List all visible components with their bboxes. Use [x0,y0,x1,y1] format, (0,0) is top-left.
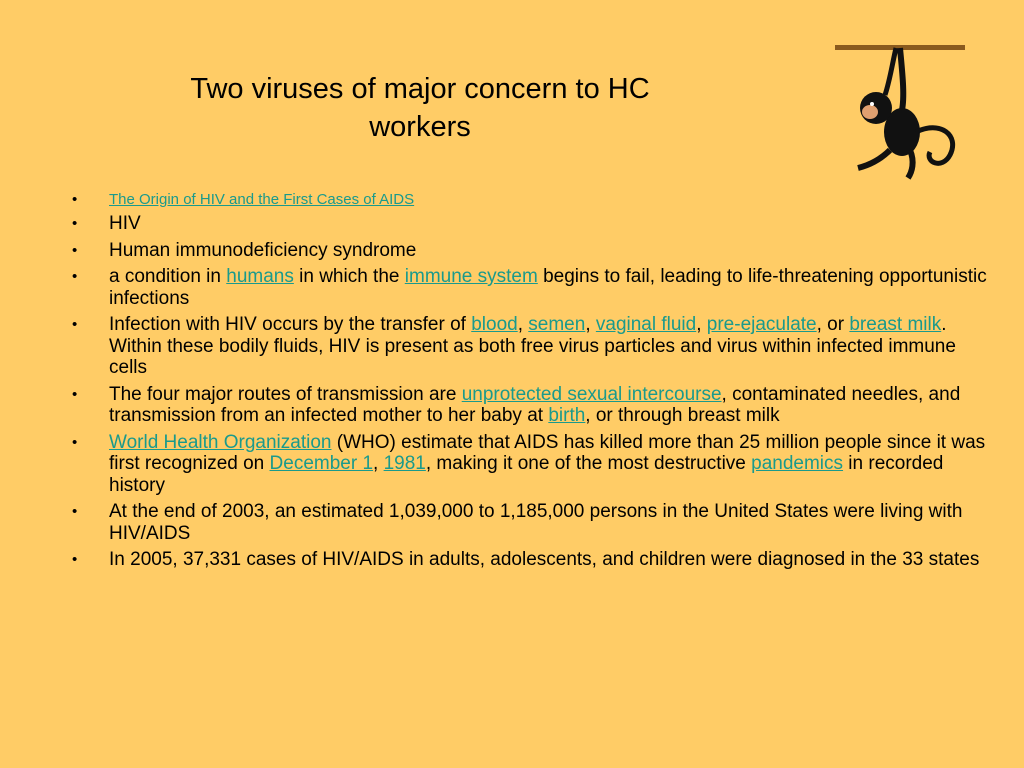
year-1981-link[interactable]: 1981 [383,453,426,474]
list-item [72,314,987,379]
item-text: HIV [109,213,141,234]
bullet-dot: • [72,503,78,520]
pre-ejaculate-link[interactable]: pre-ejaculate [706,314,817,335]
item-text: , [373,453,384,474]
item-text: , making it one of the most destructive [425,453,752,474]
item-text: in which the [293,266,405,287]
list-item [72,384,987,427]
bullet-dot: • [72,551,78,568]
bullet-dot: • [72,215,78,232]
list-item [72,432,987,497]
list-item [72,190,987,210]
item-text: At the end of 2003, an estimated 1,039,000 to 1,185,000 persons in the United States were living with HIV/AIDS [109,501,963,544]
immune-system-link[interactable]: immune system [404,266,538,287]
slide-title: Two viruses of major concern to HC workers [190,73,650,143]
bullet-dot: • [72,316,78,333]
origin-hiv-link[interactable]: The Origin of HIV and the First Cases of AIDS [109,191,415,208]
item-text: , [585,314,596,335]
december-1-link[interactable]: December 1 [269,453,374,474]
list-item [72,213,987,235]
breast-milk-link[interactable]: breast milk [849,314,942,335]
bullet-dot: • [72,241,78,259]
hanging-monkey-icon [830,40,970,185]
item-text: , or [816,314,850,335]
item-text: , [696,314,707,335]
who-link[interactable]: World Health Organization [109,431,332,453]
bullet-dot: • [72,385,78,403]
blood-link[interactable]: blood [471,314,518,335]
item-text: , or through breast milk [585,405,780,426]
bullet-dot: • [72,433,78,451]
item-text: Infection with HIV occurs by the transfer of [109,314,472,335]
list-item [72,266,987,309]
list-item [72,549,987,571]
item-text: , [517,314,529,335]
item-text: begins to fail, leading to life-threatening opportunistic infections [109,266,987,309]
list-item [72,501,987,544]
item-text: (WHO) estimate that AIDS has killed more than 25 million people since it was first recognized on [109,431,986,474]
vaginal-fluid-link[interactable]: vaginal fluid [595,314,697,335]
pandemics-link[interactable]: pandemics [751,453,844,474]
item-text: In 2005, 37,331 cases of HIV/AIDS in adults, adolescents, and children were diagnosed in the 33 states [109,549,980,570]
item-text: Human immunodeficiency syndrome [109,239,417,261]
item-text: . Within these bodily fluids, HIV is present as both free virus particles and virus within infected immune cells [109,314,956,378]
bullet-dot: • [72,268,78,285]
unprotected-sex-link[interactable]: unprotected sexual intercourse [461,383,722,405]
item-text: in recorded history [109,453,944,496]
item-text: The four major routes of transmission are [109,383,462,405]
item-text: a condition in [109,266,227,287]
item-text: , contaminated needles, and transmission from an infected mother to her baby at [109,383,961,426]
semen-link[interactable]: semen [528,314,586,335]
bullet-dot: • [72,191,78,208]
birth-link[interactable]: birth [548,405,586,426]
bullet-list [72,190,987,576]
humans-link[interactable]: humans [226,266,294,287]
list-item [72,240,987,262]
